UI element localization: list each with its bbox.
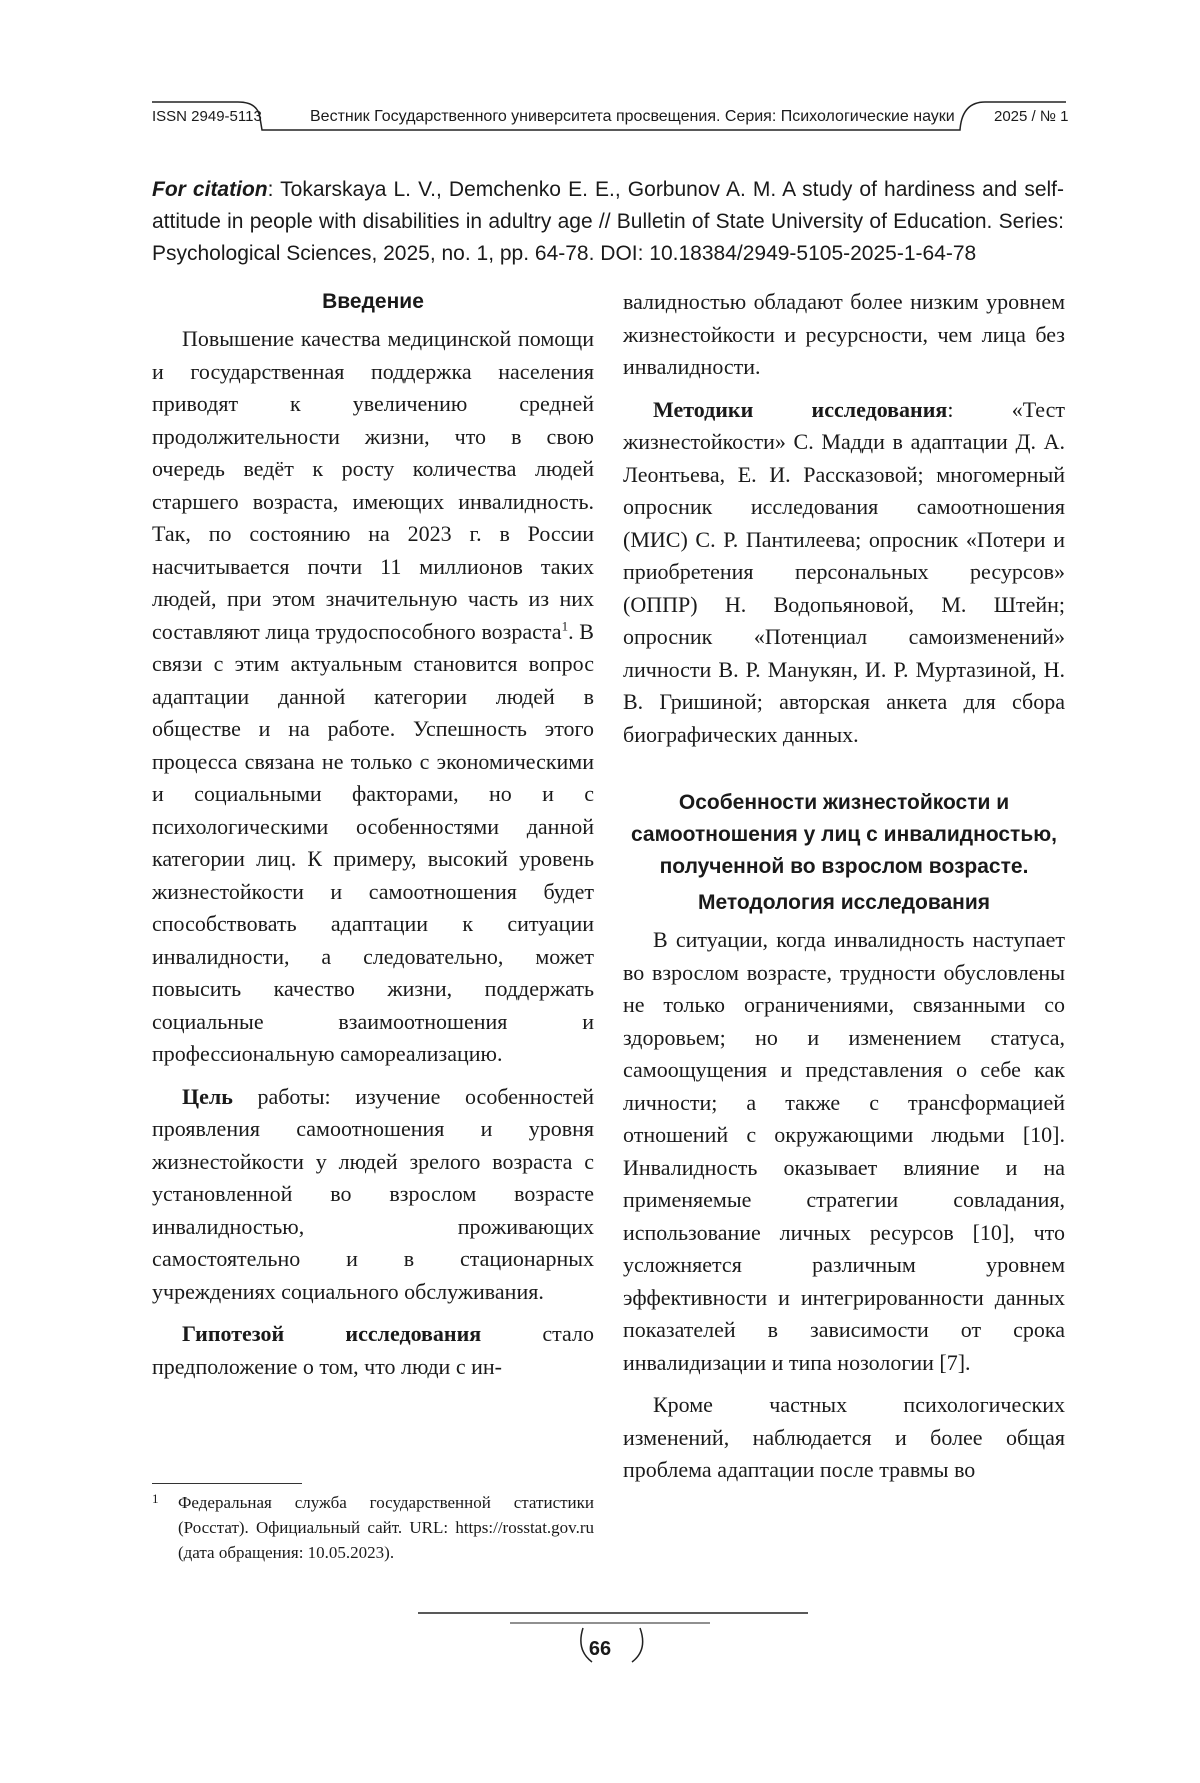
section-heading-methodology: Методология исследования	[697, 891, 991, 914]
section-heading-features: Особенности жизнестойкости и самоотношения у лиц с инвалидностью, полученной во взрослом возрасте.	[630, 791, 1058, 878]
paragraph-text: работы: изучение особенностей проявления самоотношения и уровня жизнестойкости у людей зрелого возраста с установленной во взрослом возрасте инвалидностью, проживающих самостоятельно и в стационарных учреждениях социального обслуживания.	[152, 1083, 594, 1304]
citation-text: : Tokarskaya L. V., Demchenko E. E., Gorbunov A. M. A study of hardiness and self-attitude in people with disabilities in adultry age // Bulletin of State University of Education. Series: Psychological Sciences, 2025, no. 1, pp. 64-78. DOI: 10.18384/2949-5105-2025-1-64-78	[152, 178, 1064, 265]
header-issn: ISSN 2949-5113	[152, 108, 262, 125]
footnote-divider	[152, 1483, 302, 1484]
left-column	[152, 286, 594, 1393]
section-heading-introduction: Введение	[322, 290, 424, 313]
paragraph: Кроме частных психологических изменений, наблюдается и более общая проблема адаптации после травмы во	[623, 1392, 1065, 1482]
footnote-ref: 1	[561, 618, 569, 634]
paragraph: валидностью обладают более низким уровнем жизнестойкости и ресурсности, чем лица без инвалидности.	[623, 289, 1065, 379]
paragraph: В ситуации, когда инвалидность наступает во взрослом возрасте, трудности обусловлены не только ограничениями, связанными со здоровьем; но и изменением статуса, самоощущения и представления о себе как личности; а также с трансформацией отношений с окружающими людьми [10]. Инвалидность оказывает влияние и на применяемые стратегии совладания, использование личных ресурсов [10], что усложняется различным уровнем эффективности и интегрированности данных показателей в зависимости от срока инвалидизации и типа нозологии [7].	[623, 927, 1065, 1375]
citation-block	[152, 174, 1064, 270]
citation-label: For citation	[152, 178, 268, 201]
footnote-number: 1	[152, 1491, 159, 1506]
paragraph-text: : «Тест жизнестойкости» С. Мадди в адаптации Д. А. Леонтьева, Е. И. Рассказовой; многомерный опросник исследования самоотношения (МИС) С. Р. Пантилеева; опросник «Потери и приобретения персональных ресурсов» (ОППР) Н. Водопьяновой, М. Штейн; опросник «Потенциал самоизменений» личности В. Р. Манукян, И. Р. Муртазиной, Н. В. Гришиной; авторская анкета для сбора биографических данных.	[623, 396, 1065, 747]
paragraph	[152, 1318, 594, 1383]
header-issue: 2025 / № 1	[994, 108, 1069, 125]
bold-term: Гипотезой исследования	[182, 1321, 482, 1346]
footnote	[152, 1490, 594, 1565]
bold-term: Методики исследования	[653, 396, 948, 422]
paragraph-text: Повышение качества медицинской помощи и государственная поддержка населения приводят к увеличению средней продолжительности жизни, что в свою очередь ведёт к росту количества людей старшего возраста, имеющих инвалидность. Так, по состоянию на 2023 г. в России насчитывается почти 11 миллионов таких людей, при этом значительную часть из них составляют лица трудоспособного возраста	[152, 326, 594, 644]
paragraph	[152, 323, 594, 1071]
footnote-text: Федеральная служба государственной статистики (Росстат). Официальный сайт. URL: https://rosstat.gov.ru (дата обращения: 10.05.2023).	[178, 1493, 594, 1562]
paragraph-text: . В связи с этим актуальным становится вопрос адаптации данной категории людей в обществе и на работе. Успешность этого процесса связана не только с экономическими и социальными факторами, но и с психологическими особенностями данной категории лиц. К примеру, высокий уровень жизнестойкости и самоотношения будет способствовать адаптации к ситуации инвалидности, а следовательно, может повысить качество жизни, поддержать социальные взаимоотношения и профессиональную самореализацию.	[152, 618, 594, 1066]
paragraph	[623, 394, 1065, 752]
header-journal-title: Вестник Государственного университета просвещения. Серия: Психологические науки	[310, 108, 955, 125]
paragraph-text: стало предположение о том, что люди с ин-	[152, 1321, 594, 1379]
page-number: 66	[588, 1638, 612, 1660]
right-column	[623, 286, 1065, 1497]
bold-term: Цель	[182, 1083, 233, 1109]
paragraph	[152, 1081, 594, 1309]
